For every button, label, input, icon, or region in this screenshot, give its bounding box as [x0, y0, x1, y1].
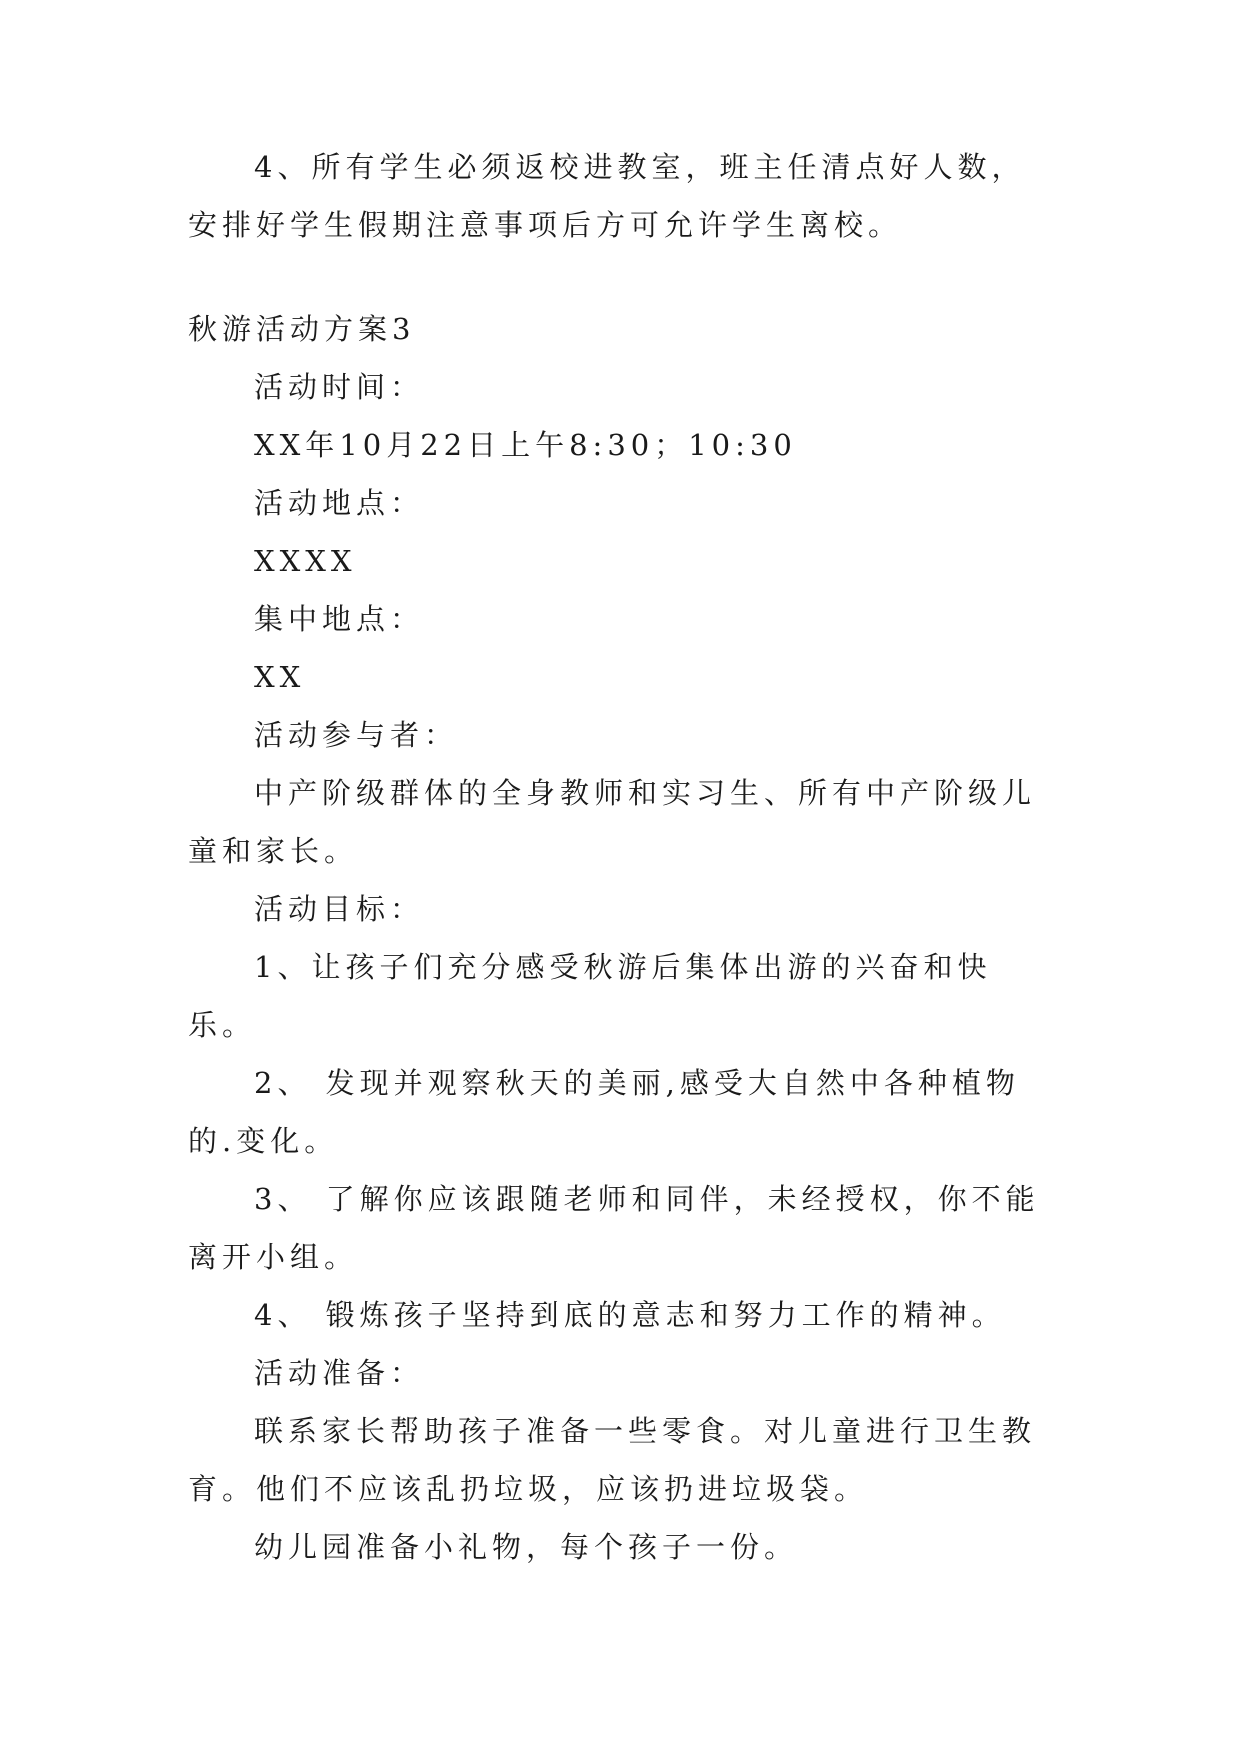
- paragraph-student-return: 4、所有学生必须返校进教室，班主任清点好人数，安排好学生假期注意事项后方可允许学生离校。: [188, 150, 1026, 242]
- goal-item-3: 3、 了解你应该跟随老师和同伴，未经授权，你不能离开小组。: [188, 1182, 1040, 1274]
- goal-item-2: 2、 发现并观察秋天的美丽,感受大自然中各种植物的.变化。: [188, 1066, 1020, 1158]
- top-paragraph-block: [188, 138, 1058, 254]
- value-participants: 中产阶级群体的全身教师和实习生、所有中产阶级儿童和家长。: [188, 776, 1037, 868]
- goal-item-4: 4、 锻炼孩子坚持到底的意志和努力工作的精神。: [254, 1298, 1006, 1332]
- label-activity-location: 活动地点：: [254, 486, 425, 520]
- label-participants: 活动参与者：: [254, 718, 459, 752]
- label-meeting-point: 集中地点：: [254, 602, 425, 636]
- label-activity-time: 活动时间：: [254, 370, 425, 404]
- preparation-gifts: 幼儿园准备小礼物，每个孩子一份。: [254, 1530, 799, 1564]
- value-meeting-point: XX: [254, 660, 306, 694]
- value-activity-location: XXXX: [254, 544, 357, 578]
- value-activity-time: XX年10月22日上午8:30；10:30: [254, 428, 797, 462]
- label-preparation: 活动准备：: [254, 1356, 425, 1390]
- goal-item-1: 1、让孩子们充分感受秋游后集体出游的兴奋和快乐。: [188, 950, 992, 1042]
- preparation-parents: 联系家长帮助孩子准备一些零食。对儿童进行卫生教育。他们不应该乱扔垃圾，应该扔进垃圾袋。: [188, 1414, 1037, 1506]
- section-block: [188, 300, 1058, 1576]
- label-goals: 活动目标：: [254, 892, 425, 926]
- section-title: 秋游活动方案3: [188, 312, 416, 346]
